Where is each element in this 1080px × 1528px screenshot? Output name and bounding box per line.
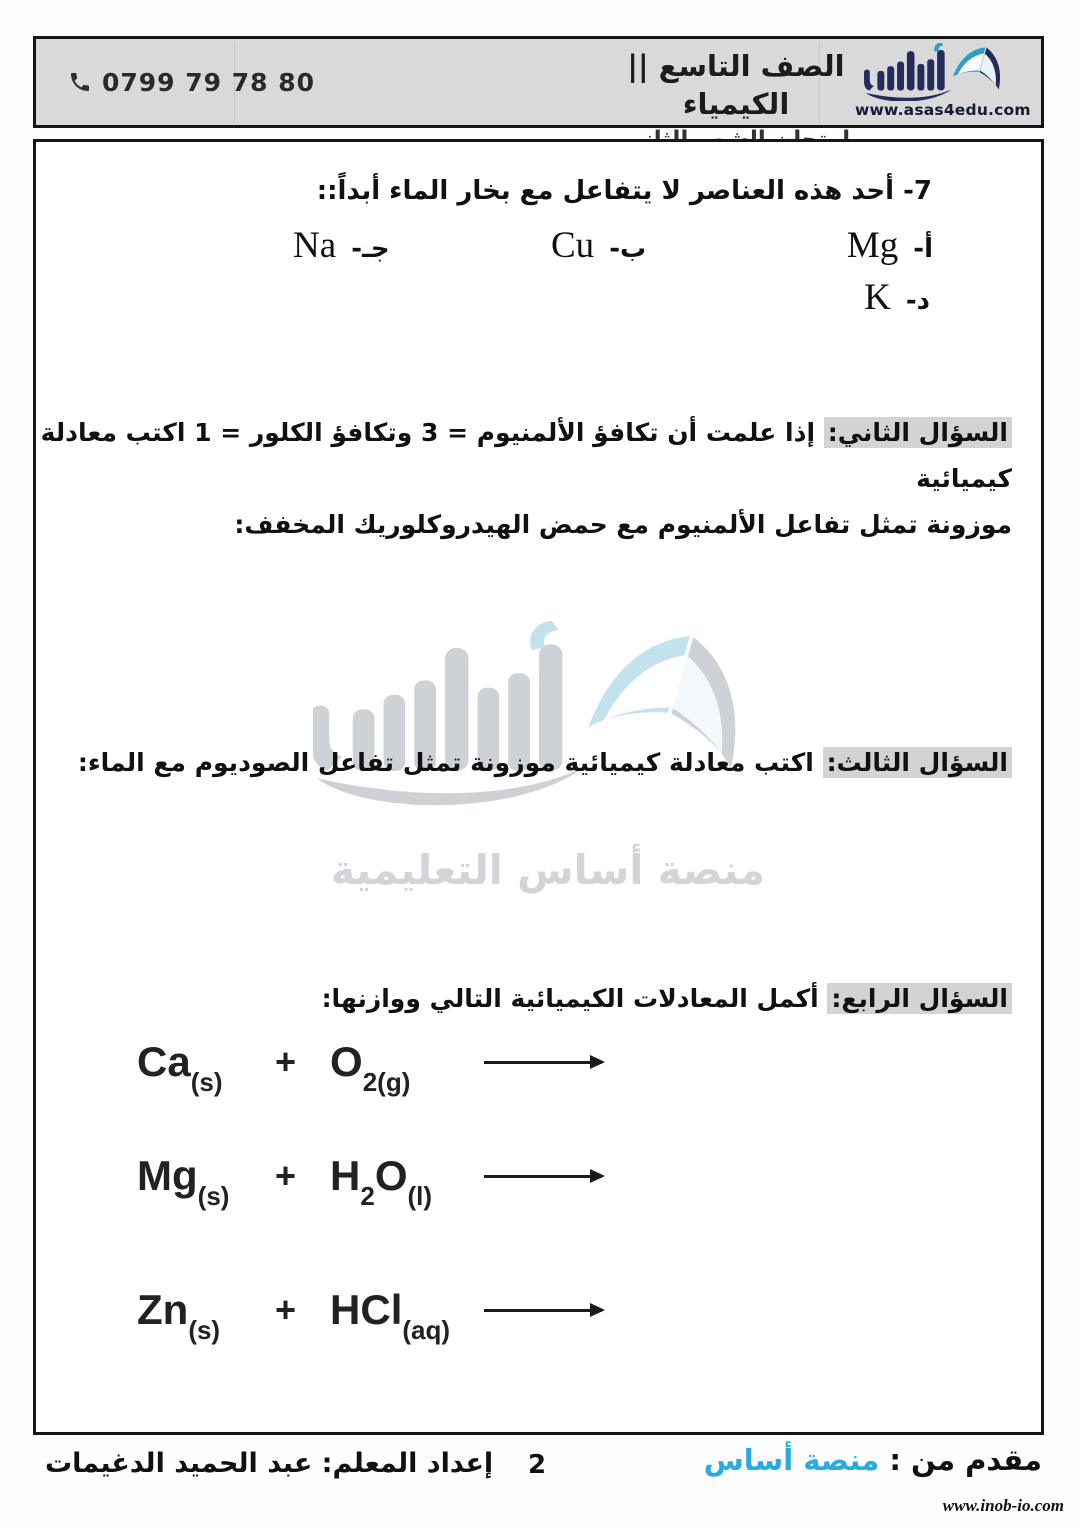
equation-row-3 [137,1286,602,1346]
question-7-option-c [287,224,390,267]
watermark-logo-icon [313,588,783,838]
reaction-arrow-icon [484,1175,602,1178]
platform-name: منصة أساس [703,1443,880,1477]
question-4-text: أكمل المعادلات الكيميائية التالي ووازنها: [321,984,819,1013]
exam-title: الصف التاسع || الكيمياء [627,49,845,121]
header [33,36,1044,128]
question-2-label: السؤال الثاني: [824,417,1012,448]
reactant-2: HCl$_{(aq)}$ [330,1286,451,1346]
option-value: Mg [846,225,899,266]
question-7-text: 7- أحد هذه العناصر لا يتفاعل مع بخار الماء أبداً:: [316,176,932,206]
plus-sign: + [275,1155,297,1196]
option-value: Na [293,225,337,266]
question-7-option-a [841,224,933,267]
question-3-text: اكتب معادلة كيميائية موزونة تمثل تفاعل الصوديوم مع الماء: [77,748,814,777]
phone-block [68,39,315,125]
question-7-option-d [858,276,930,319]
option-label: أ- [913,234,933,264]
plus-sign: + [275,1289,297,1330]
option-value: Cu [551,225,595,266]
question-7-option-b [545,224,646,267]
website-credit: www.inob-io.com [942,1496,1064,1515]
page-number: 2 [528,1450,547,1480]
question-3 [78,748,1012,777]
brand-block [855,43,1031,119]
teacher-credit: إعداد المعلم: عبد الحميد الدغيمات [45,1448,494,1479]
question-2-line1: إذا علمت أن تكافؤ الألمنيوم = 3 وتكافؤ الكلور = 1 اكتب معادلة كيميائية [40,418,1012,493]
reaction-arrow-icon [484,1309,602,1312]
question-3-label: السؤال الثالث: [823,747,1012,778]
reactant-1: $Zn_{(s)}$ [137,1286,221,1346]
equation-row-1 [137,1038,602,1098]
option-label: ب- [609,234,647,264]
phone-icon [68,70,92,94]
question-2-line2: موزونة تمثل تفاعل الألمنيوم مع حمض الهيدروكلوريك المخفف: [234,510,1012,539]
option-label: جـ- [351,234,390,264]
phone-number: 0799 79 78 80 [102,67,316,97]
reaction-arrow-icon [484,1061,602,1064]
logo-website: www.asas4edu.com [855,101,1031,119]
provided-by-label: مقدم من : [889,1443,1042,1477]
reactant-1: $Ca_{(s)}$ [137,1038,223,1098]
option-label: د- [905,286,930,316]
option-value: K [864,277,891,318]
reactant-2: $H_2O_{(l)}$ [330,1152,433,1212]
question-2 [0,410,1012,548]
asas-logo-icon [860,43,1020,101]
watermark-caption: منصة أساس التعليمية [330,846,766,894]
question-4 [322,984,1012,1013]
plus-sign: + [275,1041,297,1082]
reactant-2: $O_{2(g)}$ [330,1038,411,1098]
reactant-1: $Mg_{(s)}$ [137,1152,230,1212]
provided-by [700,1443,1042,1477]
question-4-label: السؤال الرابع: [827,983,1012,1014]
equation-row-2 [137,1152,602,1212]
